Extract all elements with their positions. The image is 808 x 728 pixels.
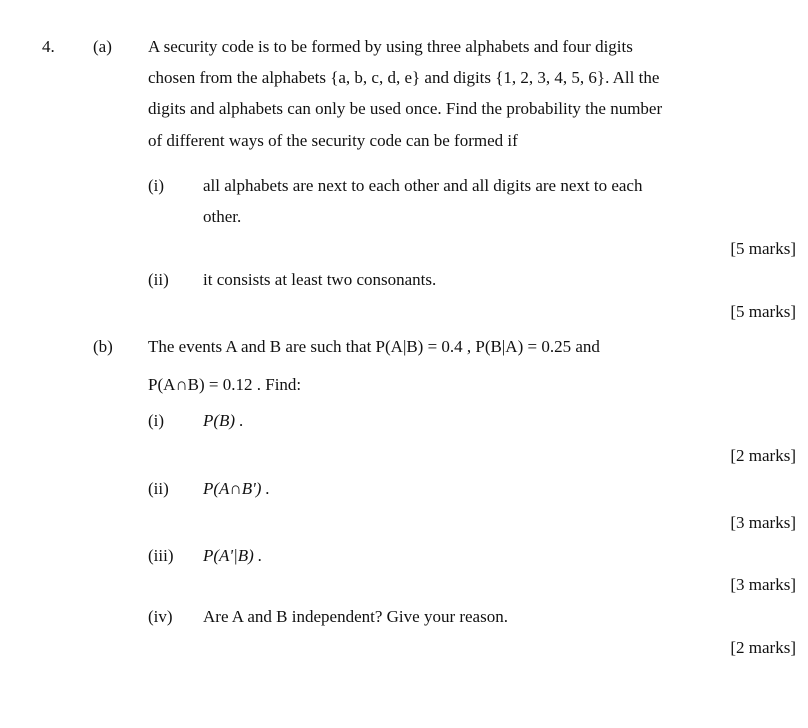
part-a-ii-line-1: it consists at least two consonants.	[203, 270, 437, 289]
question-number: 4.	[42, 37, 55, 56]
part-b-i-label: (i)	[148, 411, 165, 430]
part-a-stem-line-2: chosen from the alphabets {a, b, c, d, e} and digits {1, 2, 3, 4, 5, 6}. All the	[148, 68, 660, 87]
part-b-stem-line-1: The events A and B are such that P(A|B) = 0.4 , P(B|A) = 0.25 and	[148, 337, 600, 356]
part-a-stem-line-4: of different ways of the security code can be formed if	[148, 131, 518, 150]
part-a-stem-line-1: A security code is to be formed by using three alphabets and four digits	[148, 37, 633, 56]
part-a-i-line-1: all alphabets are next to each other and all digits are next to each	[203, 176, 643, 195]
part-a-i-label: (i)	[148, 176, 165, 195]
part-b-label: (b)	[93, 337, 113, 356]
part-a-i-marks: [5 marks]	[730, 239, 796, 258]
part-a-ii-label: (ii)	[148, 270, 169, 289]
part-b-i-expression: P(B) .	[203, 411, 244, 430]
part-b-iii-marks: [3 marks]	[730, 575, 796, 594]
part-b-iii-expression: P(A'|B) .	[203, 546, 263, 565]
part-b-iii-label: (iii)	[148, 546, 174, 565]
part-a-i-line-2: other.	[203, 207, 242, 226]
part-a-label: (a)	[93, 37, 112, 56]
part-b-ii-marks: [3 marks]	[730, 513, 796, 532]
part-b-stem-line-2: P(A∩B) = 0.12 . Find:	[148, 375, 302, 394]
part-b-i-marks: [2 marks]	[730, 446, 796, 465]
part-b-iv-marks: [2 marks]	[730, 638, 796, 657]
part-a-ii-marks: [5 marks]	[730, 302, 796, 321]
part-b-iv-label: (iv)	[148, 607, 173, 626]
part-b-ii-label: (ii)	[148, 479, 169, 498]
part-a-stem-line-3: digits and alphabets can only be used once. Find the probability the number	[148, 99, 663, 118]
part-b-ii-expression: P(A∩B') .	[203, 479, 270, 498]
part-b-iv-text: Are A and B independent? Give your reason.	[203, 607, 508, 626]
